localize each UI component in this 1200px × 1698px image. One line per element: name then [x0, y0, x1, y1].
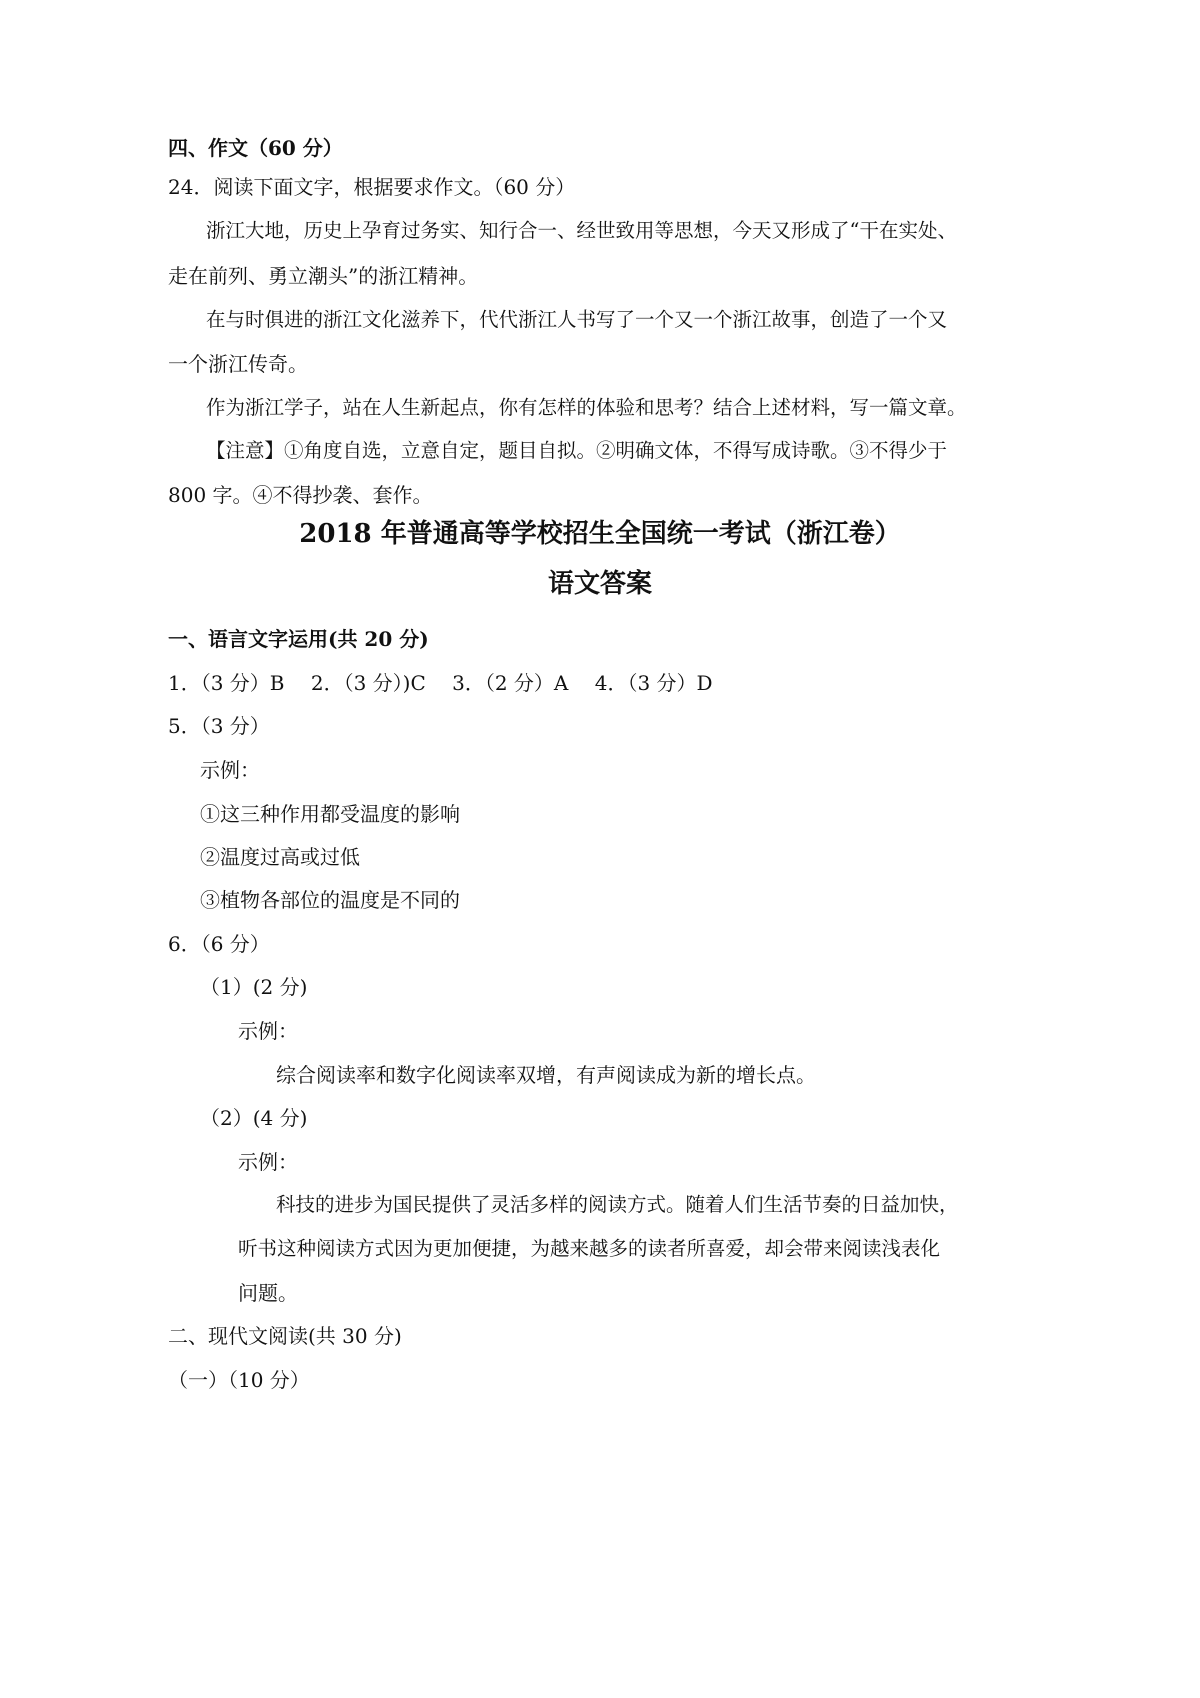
question-24-prompt: 24．阅读下面文字，根据要求作文。（60 分）: [168, 175, 576, 199]
essay-paragraph-3: 作为浙江学子，站在人生新起点，你有怎样的体验和思考？结合上述材料，写一篇文章。: [206, 396, 967, 419]
question-5-example-label: 示例：: [200, 758, 260, 782]
answers-q1-q4: 1．（3 分）B 2．（3 分）)C 3．（2 分）A 4．（3 分）D: [168, 671, 713, 695]
essay-note-line-1: 【注意】①角度自选，立意自定，题目自拟。②明确文体，不得写成诗歌。③不得少于: [206, 439, 948, 462]
question-6-label: 6．（6 分）: [168, 932, 270, 956]
answer-title: 2018 年普通高等学校招生全国统一考试（浙江卷）: [299, 519, 901, 549]
question-6-part-2-answer-line-1: 科技的进步为国民提供了灵活多样的阅读方式。随着人们生活节奏的日益加快，: [276, 1193, 959, 1216]
section-2-heading: 二、现代文阅读(共 30 分): [168, 1324, 402, 1348]
question-6-part-2-answer-line-2: 听书这种阅读方式因为更加便捷，为越来越多的读者所喜爱，却会带来阅读浅表化: [238, 1237, 941, 1260]
section-1-heading: 一、语言文字运用(共 20 分): [168, 627, 429, 651]
answer-subtitle: 语文答案: [547, 569, 652, 599]
essay-paragraph-2-line-2: 一个浙江传奇。: [168, 352, 308, 376]
essay-heading: 四、作文（60 分）: [168, 136, 343, 160]
section-2-subsection-1: （一）（10 分）: [168, 1368, 310, 1392]
question-5-item-3: ③植物各部位的温度是不同的: [200, 888, 460, 912]
question-6-part-2-example-label: 示例：: [238, 1150, 298, 1174]
essay-note-line-2: 800 字。④不得抄袭、套作。: [168, 483, 433, 507]
question-5-label: 5．（3 分）: [168, 714, 270, 738]
question-6-part-1-example-label: 示例：: [238, 1019, 298, 1043]
question-6-part-2-answer-line-3: 问题。: [238, 1281, 298, 1305]
question-6-part-2-label: （2）(4 分): [200, 1106, 308, 1130]
essay-paragraph-1-line-2: 走在前列、勇立潮头”的浙江精神。: [168, 264, 479, 288]
essay-paragraph-1-line-1: 浙江大地，历史上孕育过务实、知行合一、经世致用等思想，今天又形成了“干在实处、: [206, 219, 957, 242]
question-6-part-1-answer: 综合阅读率和数字化阅读率双增，有声阅读成为新的增长点。: [276, 1063, 816, 1087]
question-6-part-1-label: （1）(2 分): [200, 975, 308, 999]
question-5-item-2: ②温度过高或过低: [200, 845, 360, 869]
question-5-item-1: ①这三种作用都受温度的影响: [200, 802, 460, 826]
essay-paragraph-2-line-1: 在与时俱进的浙江文化滋养下，代代浙江人书写了一个又一个浙江故事，创造了一个又: [206, 308, 948, 331]
